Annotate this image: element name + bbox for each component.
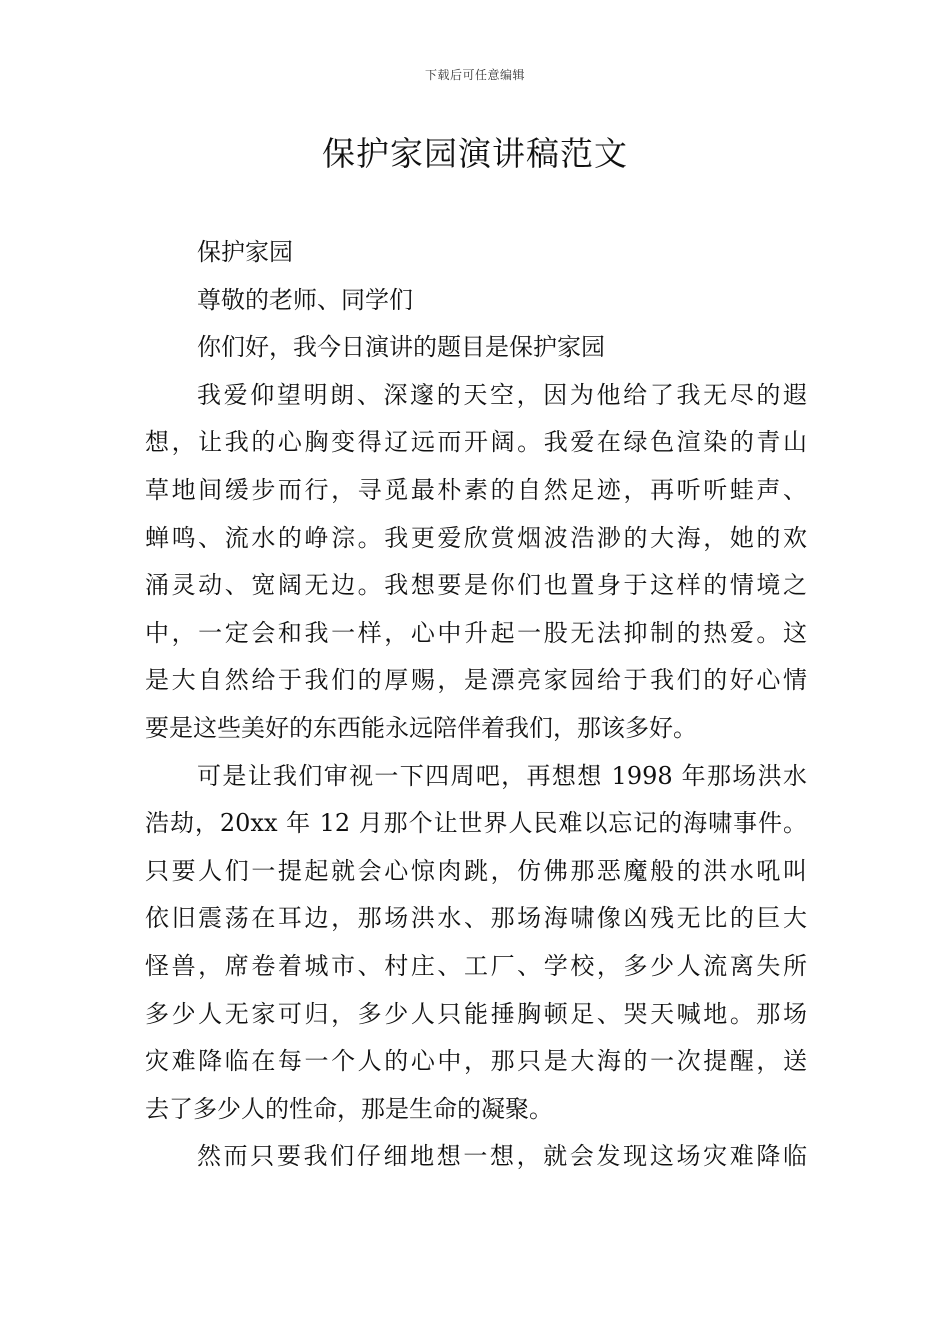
body-text <box>145 229 807 1181</box>
text-line: 然而只要我们仔细地想一想，就会发现这场灾难降临 <box>197 1142 807 1171</box>
text-line: 是大自然给于我们的厚赐，是漂亮家园给于我们的好心情 <box>145 666 807 695</box>
text-line: 尊敬的老师、同学们 <box>197 285 413 314</box>
text-line: 中，一定会和我一样，心中升起一股无法抑制的热爱。这 <box>145 618 807 647</box>
text-line: 想，让我的心胸变得辽远而开阔。我爱在绿色渲染的青山 <box>145 428 807 457</box>
text-line: 涌灵动、宽阔无边。我想要是你们也置身于这样的情境之 <box>145 571 807 600</box>
text-line: 多少人无家可归，多少人只能捶胸顿足、哭天喊地。那场 <box>145 999 807 1028</box>
text-line: 灾难降临在每一个人的心中，那只是大海的一次提醒，送 <box>145 1047 807 1076</box>
text-line: 我爱仰望明朗、深邃的天空，因为他给了我无尽的遐 <box>197 380 807 409</box>
text-line: 草地间缓步而行，寻觅最朴素的自然足迹，再听听蛙声、 <box>145 475 807 504</box>
text-line: 你们好，我今日演讲的题目是保护家园 <box>197 333 605 362</box>
text-line: 依旧震荡在耳边，那场洪水、那场海啸像凶残无比的巨大 <box>145 904 807 933</box>
text-line: 去了多少人的性命，那是生命的凝聚。 <box>145 1094 553 1123</box>
header-note: 下载后可任意编辑 <box>424 68 525 82</box>
text-line: 可是让我们审视一下四周吧，再想想 1998 年那场洪水 <box>197 761 807 790</box>
document-title: 保护家园演讲稿范文 <box>322 134 628 173</box>
text-line: 要是这些美好的东西能永远陪伴着我们，那该多好。 <box>145 713 697 742</box>
text-line: 蝉鸣、流水的峥淙。我更爱欣赏烟波浩渺的大海，她的欢 <box>145 523 807 552</box>
text-line: 浩劫，20xx 年 12 月那个让世界人民难以忘记的海啸事件。 <box>145 809 807 838</box>
text-line: 保护家园 <box>197 238 293 266</box>
text-line: 只要人们一提起就会心惊肉跳，仿佛那恶魔般的洪水吼叫 <box>145 856 807 885</box>
text-line: 怪兽，席卷着城市、村庄、工厂、学校，多少人流离失所 <box>145 951 807 980</box>
